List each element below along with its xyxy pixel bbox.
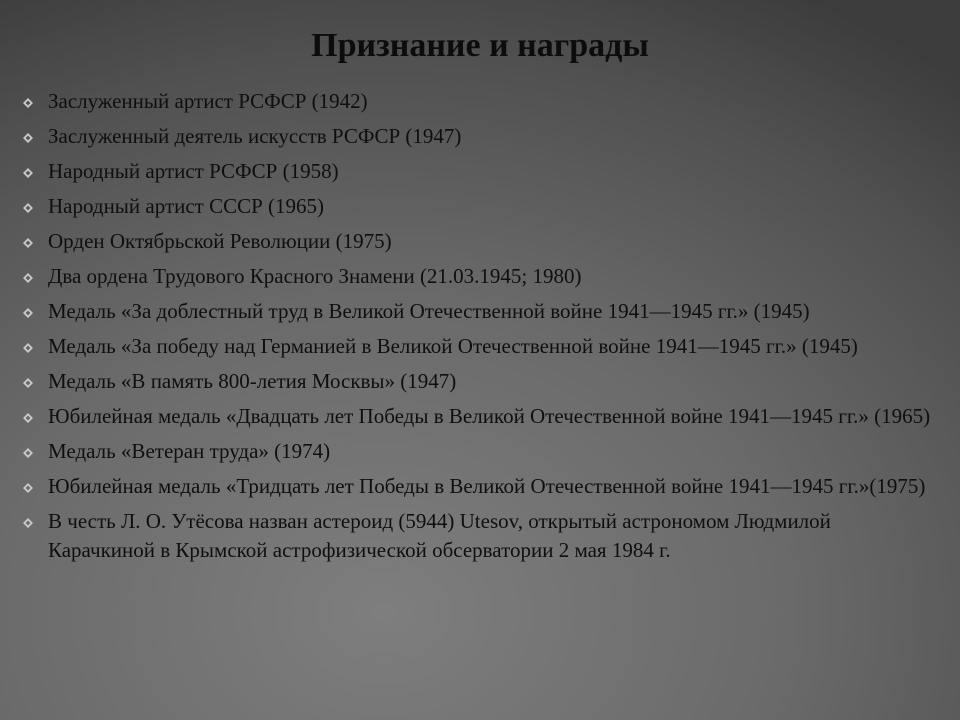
- award-item: [20, 122, 940, 151]
- award-item: [20, 297, 940, 326]
- diamond-bullet-icon: [23, 203, 33, 213]
- diamond-bullet-icon: [23, 308, 33, 318]
- award-item-text: Заслуженный деятель искусств РСФСР (1947): [48, 124, 462, 148]
- diamond-bullet-icon: [23, 518, 33, 528]
- award-item: [20, 437, 940, 466]
- award-item-text: Заслуженный артист РСФСР (1942): [48, 89, 368, 113]
- award-item-text: Медаль «В память 800-летия Москвы» (1947): [48, 369, 457, 393]
- slide-title: Признание и награды: [311, 27, 649, 64]
- award-item: [20, 157, 940, 186]
- award-item-text: Два ордена Трудового Красного Знамени (21.03.1945; 1980): [48, 264, 582, 288]
- award-item-text: Юбилейная медаль «Тридцать лет Победы в Великой Отечественной войне 1941—1945 гг.»(1975): [48, 474, 926, 498]
- award-item-text: Народный артист СССР (1965): [48, 194, 325, 218]
- diamond-bullet-icon: [23, 238, 33, 248]
- award-item: [20, 332, 940, 361]
- diamond-bullet-icon: [23, 133, 33, 143]
- award-item-text: Медаль «За победу над Германией в Великой Отечественной войне 1941—1945 гг.» (1945): [48, 334, 858, 358]
- award-item: [20, 227, 940, 256]
- award-list: [20, 87, 940, 571]
- award-item: [20, 192, 940, 221]
- award-item: [20, 87, 940, 116]
- diamond-bullet-icon: [23, 168, 33, 178]
- diamond-bullet-icon: [23, 413, 33, 423]
- award-item-text: Медаль «За доблестный труд в Великой Отечественной войне 1941—1945 гг.» (1945): [48, 299, 810, 323]
- diamond-bullet-icon: [23, 378, 33, 388]
- diamond-bullet-icon: [23, 343, 33, 353]
- award-item: [20, 472, 940, 501]
- award-item-text: Орден Октябрьской Революции (1975): [48, 229, 392, 253]
- award-item: [20, 262, 940, 291]
- award-item-text: Юбилейная медаль «Двадцать лет Победы в Великой Отечественной войне 1941—1945 гг.» (1965): [48, 404, 931, 428]
- diamond-bullet-icon: [23, 273, 33, 283]
- diamond-bullet-icon: [23, 483, 33, 493]
- award-item: [20, 367, 940, 396]
- award-item-text: Медаль «Ветеран труда» (1974): [48, 439, 331, 463]
- award-item: [20, 507, 940, 565]
- diamond-bullet-icon: [23, 448, 33, 458]
- award-item: [20, 402, 940, 431]
- diamond-bullet-icon: [23, 98, 33, 108]
- award-item-text: В честь Л. О. Утёсова назван астероид (5944) Utesov, открытый астрономом Людмилой Карачкиной в Крымской астрофизической обсерватории 2 мая 1984 г.: [48, 509, 831, 562]
- award-item-text: Народный артист РСФСР (1958): [48, 159, 339, 183]
